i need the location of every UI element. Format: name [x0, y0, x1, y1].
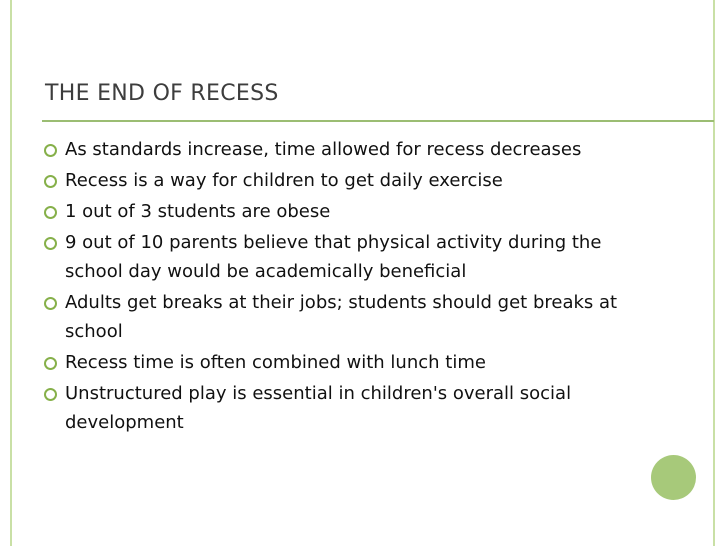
bullet-item — [44, 135, 634, 164]
hollow-circle-icon — [44, 144, 57, 157]
hollow-circle-icon — [44, 297, 57, 310]
slide-title: THE END OF RECESS — [45, 81, 279, 106]
bullet-text: 1 out of 3 students are obese — [65, 201, 331, 222]
bullet-list — [44, 135, 634, 439]
bullet-item — [44, 166, 634, 195]
bullet-text: Recess is a way for children to get daily exercise — [65, 170, 503, 191]
bullet-text: 9 out of 10 parents believe that physical activity during the school day would be academically beneficial — [65, 232, 602, 282]
title-divider — [42, 120, 714, 122]
hollow-circle-icon — [44, 357, 57, 370]
bullet-item — [44, 379, 634, 437]
hollow-circle-icon — [44, 237, 57, 250]
bullet-text: Recess time is often combined with lunch time — [65, 352, 486, 373]
hollow-circle-icon — [44, 388, 57, 401]
decorative-circle — [651, 455, 696, 500]
hollow-circle-icon — [44, 175, 57, 188]
hollow-circle-icon — [44, 206, 57, 219]
bullet-item — [44, 348, 634, 377]
bullet-item — [44, 228, 634, 286]
bullet-text: As standards increase, time allowed for recess decreases — [65, 139, 582, 160]
bullet-item — [44, 197, 634, 226]
bullet-text: Unstructured play is essential in children's overall social development — [65, 383, 572, 433]
bullet-item — [44, 288, 634, 346]
bullet-text: Adults get breaks at their jobs; students should get breaks at school — [65, 292, 618, 342]
